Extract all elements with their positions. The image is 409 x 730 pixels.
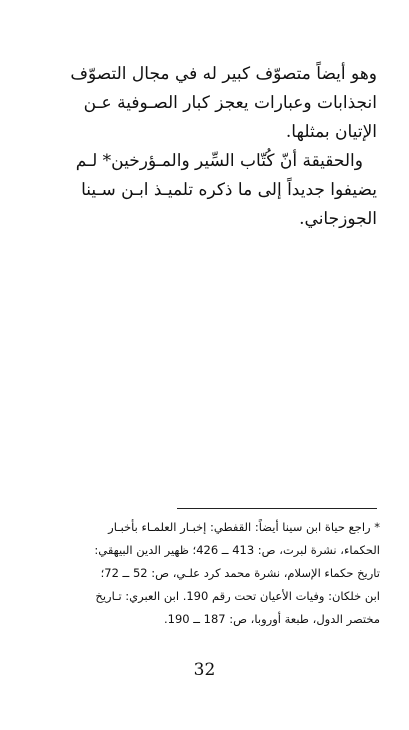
text-line: والحقيقة أنّ كُتّاب السِّير والمـؤرخين* لـم	[75, 151, 363, 171]
main-text	[40, 60, 377, 234]
footnote-line: ابن خلكان: وفيات الأعيان تحت رقم 190. ابن العبري: تـاريخ	[95, 589, 380, 603]
text-line: وهو أيضاً متصوّف كبير له في مجال التصوّف	[70, 64, 377, 84]
text-line: يضيفوا جديداً إلى ما ذكره تلميـذ ابـن سـينا	[81, 180, 377, 200]
footnote-line: * راجع حياة ابن سينا أيضاً: القفطي: إخبـار العلمـاء بأخبـار	[108, 520, 380, 534]
footnote-line: الحكماء، نشرة لبرت، ص: 413 ــ 426؛ ظهير الدين البيهقي:	[94, 543, 380, 557]
footnote-line: مختصر الدول، طبعة أوروبا، ص: 187 ــ 190.	[163, 612, 380, 626]
paragraph-2	[40, 147, 377, 234]
text-line: انجذابات وعبارات يعجز كبار الصـوفية عـن	[83, 93, 377, 113]
text-line: الجوزجاني.	[299, 209, 377, 229]
footnote-separator	[177, 508, 377, 509]
paragraph-1	[40, 60, 377, 147]
text-line: الإتيان بمثلها.	[285, 122, 377, 142]
page-number: 32	[193, 660, 216, 680]
footnote-line: تاريخ حكماء الإسلام، نشرة محمد كرد علـي، ص: 52 ــ 72؛	[100, 566, 380, 580]
footnote	[40, 516, 380, 631]
